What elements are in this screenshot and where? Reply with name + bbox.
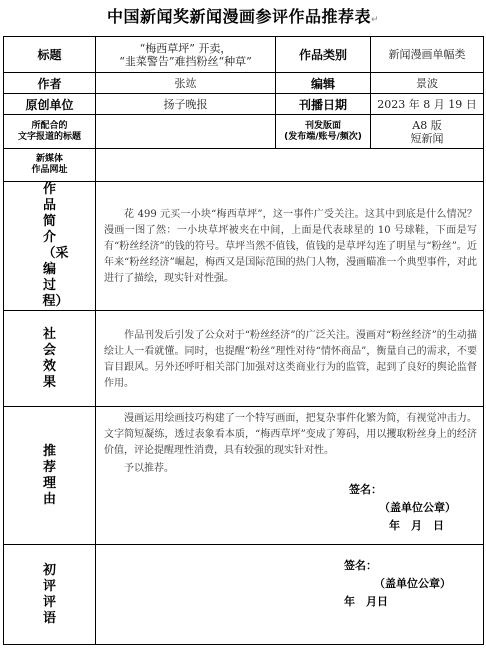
unit-value[interactable]: 扬子晚报 — [96, 94, 276, 115]
effect-label: 社会效果 — [42, 326, 56, 390]
recommend-closing: 予以推荐。 — [124, 463, 174, 474]
title-label: 标题 — [4, 37, 96, 73]
media-label — [4, 149, 96, 182]
return-mark: ↵ — [370, 15, 380, 25]
pub-value-line2: 短新闻 — [410, 131, 444, 145]
author-value[interactable]: 张竑 — [96, 73, 276, 94]
media-label-line2: 作品网址 — [31, 165, 68, 175]
recommend-text: 漫画运用绘画技巧构建了一个特写画面，把复杂事件化繁为简，有视觉冲击力。文字简短凝练，透过表象看本质，“梅西草坪”变成了筹码，用以攫取粉丝身上的经济价值，评论提醒理性消费，具有较强的现实针对性。 — [104, 413, 477, 456]
row-effect — [4, 311, 484, 407]
media-value[interactable] — [96, 149, 484, 182]
title-value[interactable] — [96, 37, 276, 73]
category-value[interactable]: 新闻漫画单幅类 — [371, 37, 484, 73]
related-label-line2: 文字报道的标题 — [17, 131, 81, 142]
intro-label-cell — [4, 182, 96, 311]
recommend-date: 年 月 日 — [389, 519, 444, 532]
row-unit — [4, 94, 484, 115]
intro-cell[interactable] — [96, 182, 484, 311]
author-label: 作者 — [4, 73, 96, 94]
related-label-line1: 所配合的 — [31, 120, 68, 131]
recommend-label-cell — [4, 407, 96, 545]
review-stamp: （盖单位公章） — [374, 577, 451, 590]
intro-text: 花 499 元买一小块“梅西草坪”，这一事件广受关注。这其中到底是什么情况？漫画一图了然：一小块草坪被夹在中间，上面是代表球星的 10 号球鞋，下面是写有“粉丝经济”的钱的符号。草坪当然不值钱，值钱的是草坪勾连了明星与“粉丝”。近年来“粉丝经济”崛起，梅西又是国际范围的热门人物，漫画瞄准一个典型事件，对此进行了描绘，现实针对性强。 — [104, 209, 477, 284]
effect-text: 作品刊发后引发了公众对于“粉丝经济”的广泛关注。漫画对“粉丝经济”的生动描绘让人一看就懂。同时，也提醒“粉丝”理性对待“情怀商品”，衡量自己的需求，不要盲目跟风。另外还呼吁相关部门加强对这类商业行为的监管，起到了良好的舆论监督作用。 — [104, 329, 477, 389]
review-signature-block — [96, 557, 483, 611]
related-label — [4, 115, 96, 149]
pub-label-line2: (发布端/账号/频次) — [284, 131, 362, 142]
row-recommend — [4, 407, 484, 545]
unit-label: 原创单位 — [4, 94, 96, 115]
form-title — [0, 4, 486, 27]
title-value-line2: “韭菜警告”难挡粉丝“种草” — [119, 54, 252, 68]
row-title — [4, 37, 484, 73]
effect-cell[interactable] — [96, 311, 484, 407]
row-author — [4, 73, 484, 94]
title-value-line1: “梅西草坪” 开卖， — [139, 41, 232, 55]
media-label-line1: 新媒体 — [35, 154, 63, 164]
date-label: 刊播日期 — [276, 94, 371, 115]
category-label: 作品类别 — [276, 37, 371, 73]
recommend-signature-block — [96, 481, 483, 535]
effect-label-cell — [4, 311, 96, 407]
recommendation-form — [3, 36, 484, 645]
editor-value[interactable]: 景波 — [371, 73, 484, 94]
related-value[interactable] — [96, 115, 276, 149]
review-label: 初评评语 — [42, 562, 56, 626]
row-intro — [4, 182, 484, 311]
row-related — [4, 115, 484, 149]
pub-value-line1: A8 版 — [412, 118, 442, 132]
recommend-label: 推荐理由 — [42, 443, 56, 507]
date-value[interactable]: 2023 年 8 月 19 日 — [371, 94, 484, 115]
intro-label: 作品简介（采编过程） — [42, 182, 69, 309]
editor-label: 编辑 — [276, 73, 371, 94]
recommend-stamp: （盖单位公章） — [379, 501, 456, 514]
recommend-cell[interactable] — [96, 407, 484, 545]
pub-label-line1: 刊发版面 — [304, 120, 341, 131]
review-cell[interactable] — [96, 545, 484, 645]
review-signature: 签名： — [344, 559, 377, 572]
review-date: 年 月日 — [344, 595, 388, 608]
pub-label — [276, 115, 371, 149]
form-title-text: 中国新闻奖新闻漫画参评作品推荐表 — [106, 7, 371, 26]
row-media — [4, 149, 484, 182]
review-label-cell — [4, 545, 96, 645]
recommend-signature: 签名： — [349, 483, 382, 496]
row-review — [4, 545, 484, 645]
pub-value[interactable] — [371, 115, 484, 149]
